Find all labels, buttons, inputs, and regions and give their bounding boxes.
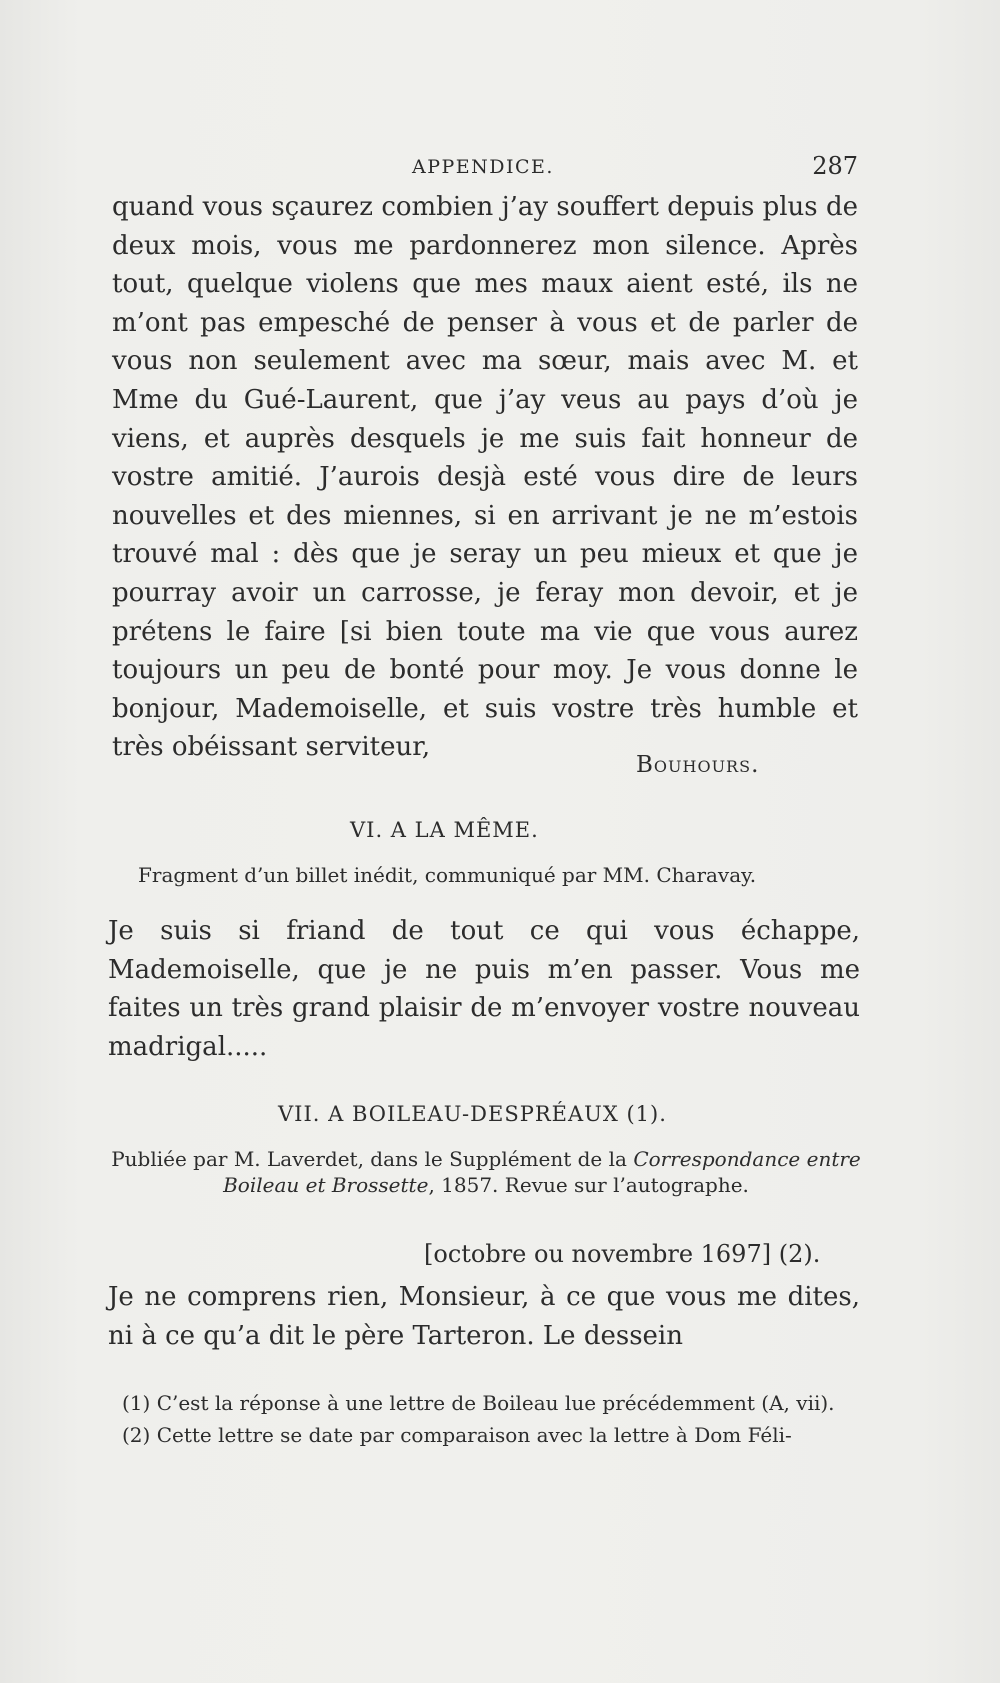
letter-vi-heading: VI. A LA MÊME. <box>350 818 539 842</box>
footnote-2: (2) Cette lettre se date par comparaison avec la lettre à Dom Féli- <box>122 1423 792 1447</box>
footnote-1: (1) C’est la réponse à une lettre de Boileau lue précédemment (A, vii). <box>122 1391 835 1415</box>
page-number: 287 <box>812 152 858 180</box>
source-note-tail: , 1857. Revue sur l’autographe. <box>428 1173 749 1197</box>
letter-vii-source-note <box>110 1146 862 1198</box>
letter-vi-paragraph: Je suis si friand de tout ce qui vous échappe, Mademoiselle, que je ne puis m’en passer. Vous me faites un très grand plaisir de m’envoyer vostre nouveau madrigal..... <box>108 916 860 1062</box>
source-note-text: Publiée par M. Laverdet, dans le Supplément de la <box>111 1147 634 1171</box>
letter-vi-source-note: Fragment d’un billet inédit, communiqué par MM. Charavay. <box>138 863 757 887</box>
letter-vii-body <box>108 1278 860 1355</box>
footnotes <box>122 1390 860 1454</box>
page-header <box>112 152 858 188</box>
source-note-title: Correspondance entre Boileau et Brossette <box>223 1147 861 1197</box>
letter-v-paragraph: quand vous sçaurez combien j’ay souffert depuis plus de deux mois, vous me pardonnerez mon silence. Après tout, quelque violens que mes maux aient esté, ils ne m’ont pas empesché de penser à vous et de parler de vous non seulement avec ma sœur, mais avec M. et Mme du Gué-Laurent, que j’ay veus au pays d’où je viens, et auprès desquels je me suis fait honneur de vostre amitié. J’aurois desjà esté vous dire de leurs nouvelles et des miennes, si en arrivant je ne m’estois trouvé mal : dès que je seray un peu mieux et que je pourray avoir un carrosse, je feray mon devoir, et je prétens le faire [si bien toute ma vie que vous aurez toujours un peu de bonté pour moy. Je vous donne le bonjour, Mademoiselle, et suis vostre très humble et très obéissant serviteur, <box>112 192 858 763</box>
running-head: APPENDICE. <box>412 156 554 178</box>
letter-v-signature: Bouhours. <box>636 752 760 778</box>
letter-vii-date: [octobre ou novembre 1697] (2). <box>424 1240 821 1268</box>
letter-vii-paragraph: Je ne comprens rien, Monsieur, à ce que vous me dites, ni à ce qu’a dit le père Tarteron. Le dessein <box>108 1282 860 1351</box>
letter-v-body <box>112 188 858 767</box>
letter-vi-body <box>108 912 860 1066</box>
letter-vii-heading: VII. A BOILEAU-DESPRÉAUX (1). <box>278 1102 667 1126</box>
